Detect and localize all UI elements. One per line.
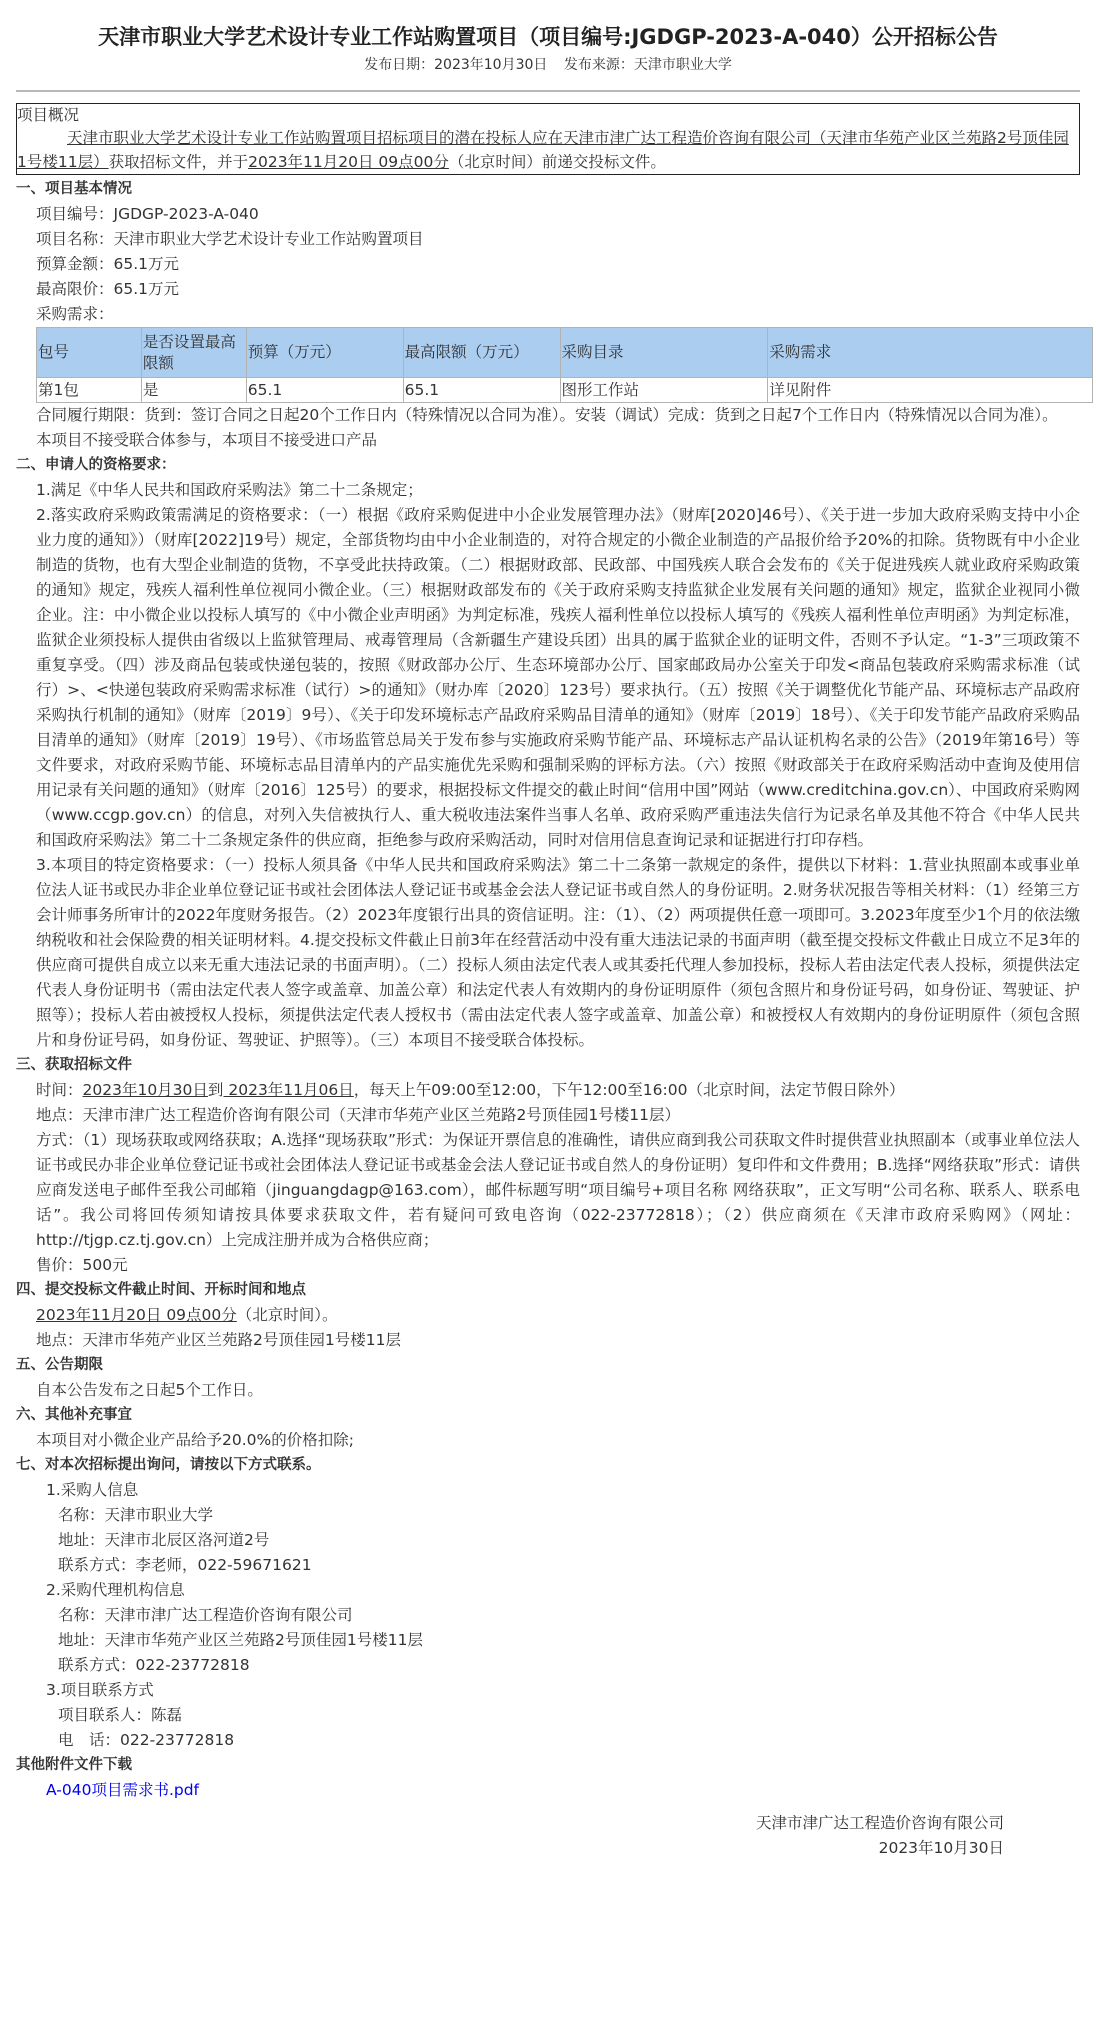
overview-text [17,126,1075,174]
project-no-label: 项目编号： [36,205,114,223]
bid-place: 地点：天津市华苑产业区兰苑路2号顶佳园1号楼11层 [36,1331,401,1349]
page-title: 天津市职业大学艺术设计专业工作站购置项目（项目编号:JGDGP-2023-A-040）公开招标公告 [98,25,998,49]
publish-date-label: 发布日期： [364,57,435,73]
project-contact-title: 3.项目联系方式 [46,1681,154,1699]
col-has-max-limit: 是否设置最高限额 [141,328,246,378]
cell-requirement: 详见附件 [768,378,1093,403]
contract-period: 合同履行期限：货到：签订合同之日起20个工作日内（特殊情况以合同为准）。安装（调试）完成：货到之日起7个工作日内（特殊情况以合同为准）。 [36,406,1058,424]
budget-row [16,252,1080,277]
section-heading-obtain-docs: 三、获取招标文件 [16,1057,132,1073]
section-heading-basic-info: 一、项目基本情况 [16,181,132,197]
overview-title: 项目概况 [17,106,80,124]
other-matters-text: 本项目对小微企业产品给予20.0%的价格扣除; [36,1431,354,1449]
cell-budget: 65.1 [246,378,403,403]
max-price-row [16,277,1080,302]
section-heading-deadline: 四、提交投标文件截止时间、开标时间和地点 [16,1282,306,1298]
publish-date [364,57,547,73]
signature-company: 天津市津广达工程造价咨询有限公司 [755,1814,1004,1832]
qualification-item-3: 3.本项目的特定资格要求：（一）投标人须具备《中华人民共和国政府采购法》第二十二条第一款规定的条件，提供以下材料：1.营业执照副本或事业单位法人证书或民办非企业单位登记证书或社会团体法人登记证书或基金会法人登记证书或自然人的身份证明。2.财务状况报告等相关材料：（1）经第三方会计师事务所审计的2022年度财务报告。（2）2023年度银行出具的资信证明。注：（1）、（2）两项提供任意一项即可。3.2023年度至少1个月的依法缴纳税收和社会保险费的相关证明材料。4.提交投标文件截止日前3年在经营活动中没有重大违法记录的书面声明（截至提交投标文件截止日成立不足3年的供应商可提供自成立以来无重大违法记录的书面声明）。（二）投标人须由法定代表人或其委托代理人参加投标，投标人若由法定代表人投标，须提供法定代表人身份证明书（需由法定代表人签字或盖章、加盖公章）和法定代表人有效期内的身份证明原件（须包含照片和身份证号码，如身份证、驾驶证、护照等）；投标人若由被授权人投标，须提供法定代表人授权书（需由法定代表人签字或盖章、加盖公章）和被授权人有效期内的身份证明原件（须包含照片和身份证号码，如身份证、驾驶证、护照等）。（三）本项目不接受联合体投标。 [36,856,1080,1049]
cell-catalog: 图形工作站 [560,378,768,403]
signature-date: 2023年10月30日 [878,1839,1004,1857]
header-divider [16,90,1080,92]
obtain-time-rest: ，每天上午09:00至12:00，下午12:00至16:00（北京时间，法定节假日除外） [353,1081,905,1099]
overview-deadline: 2023年11月20日 09点00分 [248,153,449,171]
overview-agency-address: 天津市职业大学艺术设计专业工作站购置项目招标项目的潜在投标人应在天津市津广达工程造价咨询有限公司（天津市华苑产业区兰苑路2号顶佳园1号楼11层） [17,129,1069,171]
qualification-item-2: 2.落实政府采购政策需满足的资格要求：（一）根据《政府采购促进中小企业发展管理办法》（财库[2020]46号）、《关于进一步加大政府采购支持中小企业力度的通知》）（财库[2022]19号）规定，全部货物均由中小企业制造的，对符合规定的小微企业制造的产品报价给予20%的扣除。货物既有中小企业制造的货物，也有大型企业制造的货物，不享受此扶持政策。（二）根据财政部、民政部、中国残疾人联合会发布的《关于促进残疾人就业政府采购政策的通知》规定，残疾人福利性单位视同小微企业。（三）根据财政部发布的《关于政府采购支持监狱企业发展有关问题的通知》规定，监狱企业视同小微企业。注：中小微企业以投标人填写的《中小微企业声明函》为判定标准，残疾人福利性单位以投标人填写的《残疾人福利性单位声明函》为判定标准，监狱企业须投标人提供由省级以上监狱管理局、戒毒管理局（含新疆生产建设兵团）出具的属于监狱企业的证明文件，否则不予认定。“1-3”三项政策不重复享受。（四）涉及商品包装或快递包装的，按照《财政部办公厅、生态环境部办公厅、国家邮政局办公室关于印发<商品包装政府采购需求标准（试行）>、<快递包装政府采购需求标准（试行）>的通知》（财办库〔2020〕123号）要求执行。（五）按照《关于调整优化节能产品、环境标志产品政府采购执行机制的通知》（财库〔2019〕9号）、《关于印发环境标志产品政府采购品目清单的通知》（财库〔2019〕18号）、《关于印发节能产品政府采购品目清单的通知》（财库〔2019〕19号）、《市场监管总局关于发布参与实施政府采购节能产品、环境标志产品认证机构名录的公告》（2019年第16号）等文件要求，对政府采购节能、环境标志品目清单内的产品实施优先采购和强制采购的评标方法。（六）按照《财政部关于在政府采购活动中查询及使用信用记录有关问题的通知》（财库〔2016〕125号）的要求，根据投标文件提交的截止时间“信用中国”网站（www.creditchina.gov.cn）、中国政府采购网（www.ccgp.gov.cn）的信息，对列入失信被执行人、重大税收违法案件当事人名单、政府采购严重违法失信行为记录名单及其他不符合《中华人民共和国政府采购法》第二十二条规定条件的供应商，拒绝参与政府采购活动，同时对信用信息查询记录和证据进行打印存档。 [36,506,1080,849]
signature-block [16,1811,1080,1861]
project-name-row [16,227,1080,252]
purchaser-name: 名称：天津市职业大学 [58,1506,214,1524]
section-heading-qualifications: 二、申请人的资格要求： [16,457,176,473]
bid-deadline [16,1303,1080,1328]
requirement-label: 采购需求： [36,305,114,323]
obtain-price: 售价：500元 [36,1256,128,1274]
col-requirement: 采购需求 [768,328,1093,378]
agency-name: 名称：天津市津广达工程造价咨询有限公司 [58,1606,353,1624]
col-package-no: 包号 [37,328,142,378]
budget-label: 预算金额： [36,255,114,273]
col-catalog: 采购目录 [560,328,768,378]
obtain-time [16,1078,1080,1103]
project-name-label: 项目名称： [36,230,114,248]
table-header-row [37,328,1093,378]
section-heading-contact: 七、对本次招标提出询问，请按以下方式联系。 [16,1457,321,1473]
attachments-heading: 其他附件文件下载 [16,1757,132,1773]
max-price-value: 65.1万元 [113,280,180,298]
cell-max-limit: 65.1 [403,378,560,403]
publish-source-value: 天津市职业大学 [633,57,732,73]
table-row [37,378,1093,403]
project-contact-phone: 电 话：022-23772818 [58,1731,235,1749]
notice-period-text: 自本公告发布之日起5个工作日。 [36,1381,263,1399]
purchaser-address: 地址：天津市北辰区洛河道2号 [58,1531,270,1549]
publish-date-value: 2023年10月30日 [434,57,548,73]
purchaser-contact: 联系方式：李老师，022-59671621 [58,1556,312,1574]
publish-source [564,57,732,73]
qualification-item-1: 1.满足《中华人民共和国政府采购法》第二十二条规定； [36,481,423,499]
col-budget: 预算（万元） [246,328,403,378]
section-heading-other-matters: 六、其他补充事宜 [16,1407,132,1423]
obtain-time-label: 时间： [36,1081,83,1099]
obtain-method: 方式：（1）现场获取或网络获取；A.选择“现场获取”形式：为保证开票信息的准确性，请供应商到我公司获取文件时提供营业执照副本（或事业单位法人证书或民办非企业单位登记证书或社会团体法人登记证书或基金会法人登记证书或自然人的身份证明）复印件和文件费用；B.选择“网络获取”形式：请供应商发送电子邮件至我公司邮箱（jinguangdagp@163.com），邮件标题写明“项目编号+项目名称 网络获取”，正文写明“公司名称、联系人、联系电话”。我公司将回传须知请按具体要求获取文件，若有疑问可致电咨询（022-23772818）；（2）供应商须在《天津市政府采购网》（网址：http://tjgp.cz.tj.gov.cn）上完成注册并成为合格供应商； [36,1131,1080,1249]
attachment-link-requirements-pdf[interactable]: A-040项目需求书.pdf [46,1781,200,1799]
publish-info [16,54,1080,76]
purchaser-title: 1.采购人信息 [46,1481,139,1499]
overview-text-plain-2: （北京时间）前递交投标文件。 [448,153,666,171]
project-no-row [16,202,1080,227]
publish-source-label: 发布来源： [563,57,634,73]
project-contact-person: 项目联系人：陈磊 [58,1706,183,1724]
section-heading-notice-period: 五、公告期限 [16,1357,103,1373]
agency-title: 2.采购代理机构信息 [46,1581,185,1599]
max-price-label: 最高限价： [36,280,114,298]
project-no-value: JGDGP-2023-A-040 [113,205,259,223]
procurement-table [36,327,1093,403]
obtain-place: 地点：天津市津广达工程造价咨询有限公司（天津市华苑产业区兰苑路2号顶佳园1号楼11层） [36,1106,680,1124]
obtain-time-end: 2023年11月06日 [223,1081,354,1099]
bid-deadline-value: 2023年11月20日 09点00分 [36,1306,237,1324]
consortium-note: 本项目不接受联合体参与，本项目不接受进口产品 [36,431,378,449]
bid-deadline-suffix: （北京时间）。 [236,1306,338,1324]
obtain-time-start: 2023年10月30日 [82,1081,208,1099]
project-name-value: 天津市职业大学艺术设计专业工作站购置项目 [113,230,424,248]
attachment-list [16,1778,1080,1803]
agency-address: 地址：天津市华苑产业区兰苑路2号顶佳园1号楼11层 [58,1631,423,1649]
project-overview-box [16,103,1080,175]
agency-contact: 联系方式：022-23772818 [58,1656,250,1674]
budget-value: 65.1万元 [113,255,180,273]
overview-text-plain: 获取招标文件，并于 [108,153,249,171]
col-max-limit: 最高限额（万元） [403,328,560,378]
obtain-time-to: 到 [207,1081,224,1099]
cell-package-no: 第1包 [37,378,142,403]
cell-has-max-limit: 是 [141,378,246,403]
